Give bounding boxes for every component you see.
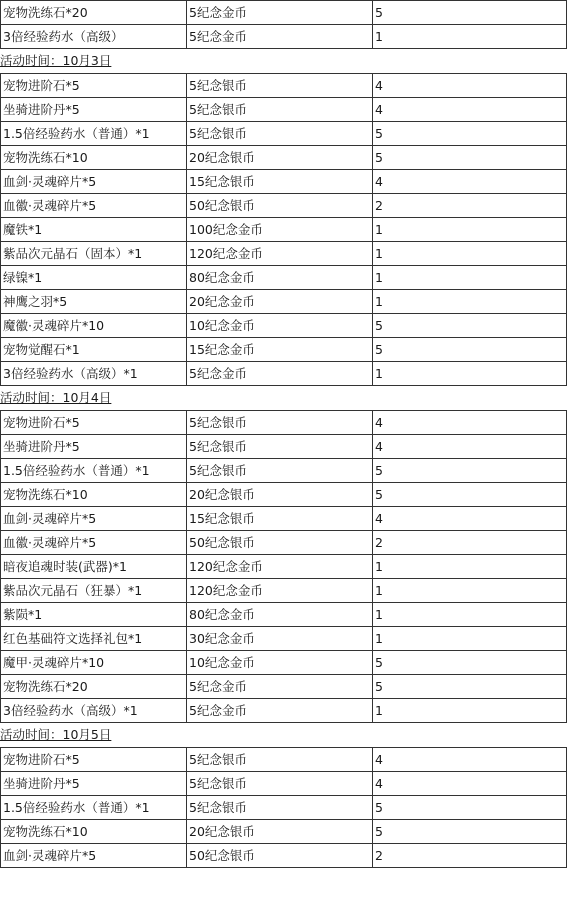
table-row (1, 314, 567, 338)
table-row (1, 74, 567, 98)
item-name-cell: 血剑·灵魂碎片*5 (1, 844, 187, 868)
table-row (1, 844, 567, 868)
table-row (1, 531, 567, 555)
table-row (1, 820, 567, 844)
price-cell: 30纪念金币 (187, 627, 373, 651)
limit-cell: 5 (373, 459, 567, 483)
item-name-cell: 1.5倍经验药水（普通）*1 (1, 122, 187, 146)
table-row (1, 555, 567, 579)
item-name-cell: 绿镍*1 (1, 266, 187, 290)
item-name-cell: 宠物洗练石*10 (1, 820, 187, 844)
limit-cell: 4 (373, 435, 567, 459)
limit-cell: 5 (373, 796, 567, 820)
price-cell: 20纪念银币 (187, 483, 373, 507)
section-heading: 活动时间：10月3日 (0, 53, 112, 68)
limit-cell: 2 (373, 194, 567, 218)
item-name-cell: 血徽·灵魂碎片*5 (1, 531, 187, 555)
limit-cell: 1 (373, 362, 567, 386)
table-row (1, 651, 567, 675)
price-cell: 5纪念银币 (187, 459, 373, 483)
limit-cell: 2 (373, 531, 567, 555)
table-row (1, 170, 567, 194)
limit-cell: 1 (373, 290, 567, 314)
item-name-cell: 紫品次元晶石（狂暴）*1 (1, 579, 187, 603)
price-cell: 10纪念金币 (187, 651, 373, 675)
item-name-cell: 红色基础符文选择礼包*1 (1, 627, 187, 651)
price-cell: 5纪念银币 (187, 748, 373, 772)
table-row (1, 266, 567, 290)
price-cell: 50纪念银币 (187, 531, 373, 555)
table-row (1, 748, 567, 772)
limit-cell: 5 (373, 122, 567, 146)
table-row (1, 772, 567, 796)
item-name-cell: 魔徽·灵魂碎片*10 (1, 314, 187, 338)
price-cell: 5纪念银币 (187, 122, 373, 146)
limit-cell: 1 (373, 266, 567, 290)
table-row (1, 146, 567, 170)
table-row (1, 507, 567, 531)
limit-cell: 1 (373, 242, 567, 266)
table-row (1, 25, 567, 49)
limit-cell: 1 (373, 25, 567, 49)
limit-cell: 2 (373, 844, 567, 868)
price-cell: 15纪念金币 (187, 338, 373, 362)
item-name-cell: 坐骑进阶丹*5 (1, 98, 187, 122)
price-cell: 5纪念银币 (187, 411, 373, 435)
price-cell: 5纪念金币 (187, 362, 373, 386)
table-row (1, 699, 567, 723)
price-cell: 5纪念银币 (187, 796, 373, 820)
price-cell: 15纪念银币 (187, 170, 373, 194)
reward-table (0, 410, 567, 723)
section-heading: 活动时间：10月5日 (0, 727, 112, 742)
item-name-cell: 宠物洗练石*10 (1, 483, 187, 507)
price-cell: 50纪念银币 (187, 194, 373, 218)
table-row (1, 579, 567, 603)
price-cell: 20纪念银币 (187, 146, 373, 170)
table-row (1, 362, 567, 386)
limit-cell: 4 (373, 772, 567, 796)
price-cell: 100纪念金币 (187, 218, 373, 242)
limit-cell: 1 (373, 555, 567, 579)
item-name-cell: 1.5倍经验药水（普通）*1 (1, 796, 187, 820)
item-name-cell: 血徽·灵魂碎片*5 (1, 194, 187, 218)
limit-cell: 1 (373, 603, 567, 627)
table-row (1, 98, 567, 122)
price-cell: 10纪念金币 (187, 314, 373, 338)
table-row (1, 1, 567, 25)
table-row (1, 603, 567, 627)
item-name-cell: 魔铁*1 (1, 218, 187, 242)
table-row (1, 194, 567, 218)
price-cell: 50纪念银币 (187, 844, 373, 868)
price-cell: 5纪念银币 (187, 98, 373, 122)
limit-cell: 1 (373, 699, 567, 723)
limit-cell: 4 (373, 170, 567, 194)
item-name-cell: 暗夜追魂时装(武器)*1 (1, 555, 187, 579)
item-name-cell: 3倍经验药水（高级）*1 (1, 699, 187, 723)
table-row (1, 675, 567, 699)
price-cell: 80纪念金币 (187, 266, 373, 290)
item-name-cell: 宠物洗练石*20 (1, 1, 187, 25)
limit-cell: 5 (373, 338, 567, 362)
limit-cell: 4 (373, 74, 567, 98)
section-heading: 活动时间：10月4日 (0, 390, 112, 405)
limit-cell: 5 (373, 146, 567, 170)
price-cell: 20纪念金币 (187, 290, 373, 314)
item-name-cell: 宠物进阶石*5 (1, 411, 187, 435)
limit-cell: 1 (373, 218, 567, 242)
table-row (1, 435, 567, 459)
item-name-cell: 宠物洗练石*10 (1, 146, 187, 170)
price-cell: 5纪念银币 (187, 74, 373, 98)
reward-table (0, 747, 567, 868)
item-name-cell: 3倍经验药水（高级）*1 (1, 362, 187, 386)
limit-cell: 4 (373, 411, 567, 435)
item-name-cell: 魔甲·灵魂碎片*10 (1, 651, 187, 675)
price-cell: 120纪念金币 (187, 555, 373, 579)
limit-cell: 1 (373, 579, 567, 603)
price-cell: 80纪念金币 (187, 603, 373, 627)
item-name-cell: 血剑·灵魂碎片*5 (1, 170, 187, 194)
limit-cell: 5 (373, 675, 567, 699)
limit-cell: 1 (373, 627, 567, 651)
item-name-cell: 坐骑进阶丹*5 (1, 772, 187, 796)
table-row (1, 242, 567, 266)
table-row (1, 122, 567, 146)
reward-table (0, 0, 567, 49)
price-cell: 5纪念银币 (187, 772, 373, 796)
price-cell: 5纪念金币 (187, 1, 373, 25)
limit-cell: 5 (373, 483, 567, 507)
table-row (1, 218, 567, 242)
limit-cell: 4 (373, 98, 567, 122)
limit-cell: 5 (373, 820, 567, 844)
table-row (1, 627, 567, 651)
reward-table (0, 73, 567, 386)
item-name-cell: 坐骑进阶丹*5 (1, 435, 187, 459)
price-cell: 5纪念金币 (187, 699, 373, 723)
item-name-cell: 神鹰之羽*5 (1, 290, 187, 314)
table-row (1, 796, 567, 820)
price-cell: 5纪念金币 (187, 25, 373, 49)
item-name-cell: 紫陨*1 (1, 603, 187, 627)
price-cell: 120纪念金币 (187, 242, 373, 266)
item-name-cell: 1.5倍经验药水（普通）*1 (1, 459, 187, 483)
item-name-cell: 宠物进阶石*5 (1, 748, 187, 772)
limit-cell: 5 (373, 651, 567, 675)
item-name-cell: 3倍经验药水（高级） (1, 25, 187, 49)
table-row (1, 483, 567, 507)
limit-cell: 5 (373, 314, 567, 338)
table-row (1, 338, 567, 362)
price-cell: 5纪念金币 (187, 675, 373, 699)
price-cell: 15纪念银币 (187, 507, 373, 531)
limit-cell: 4 (373, 748, 567, 772)
item-name-cell: 宠物觉醒石*1 (1, 338, 187, 362)
item-name-cell: 紫品次元晶石（固本）*1 (1, 242, 187, 266)
price-cell: 5纪念银币 (187, 435, 373, 459)
limit-cell: 4 (373, 507, 567, 531)
item-name-cell: 宠物洗练石*20 (1, 675, 187, 699)
table-row (1, 459, 567, 483)
item-name-cell: 血剑·灵魂碎片*5 (1, 507, 187, 531)
table-row (1, 290, 567, 314)
price-cell: 120纪念金币 (187, 579, 373, 603)
limit-cell: 5 (373, 1, 567, 25)
price-cell: 20纪念银币 (187, 820, 373, 844)
table-row (1, 411, 567, 435)
item-name-cell: 宠物进阶石*5 (1, 74, 187, 98)
